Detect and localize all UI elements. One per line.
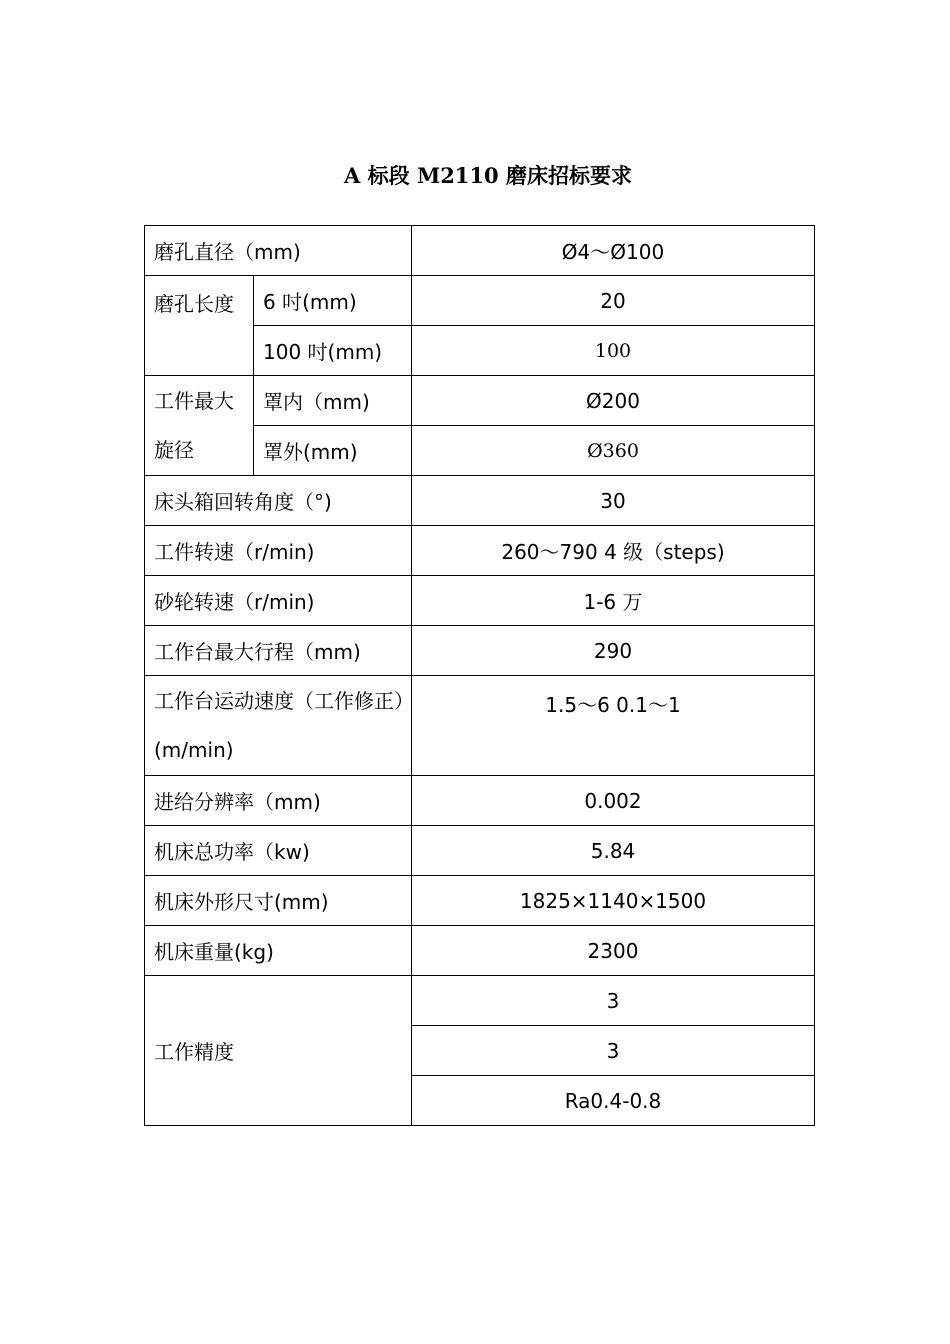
table-row <box>145 526 815 576</box>
row-value: 30 <box>412 476 815 526</box>
row-value: 1.5～6 0.1～1 <box>412 676 815 776</box>
table-row <box>145 576 815 626</box>
row-label: 砂轮转速（r/min) <box>145 576 412 626</box>
row-label: 进给分辨率（mm) <box>145 776 412 826</box>
table-row <box>145 226 815 276</box>
table-row <box>145 826 815 876</box>
table-row <box>145 876 815 926</box>
row-label: 工作台运动速度（工作修正）(m/min) <box>145 676 412 776</box>
row-label: 工作台最大行程（mm) <box>145 626 412 676</box>
table-row <box>145 476 815 526</box>
row-sublabel: 100 吋(mm) <box>254 326 412 376</box>
row-label: 机床总功率（kw) <box>145 826 412 876</box>
row-value: Ø360 <box>412 426 815 476</box>
row-label: 机床外形尺寸(mm) <box>145 876 412 926</box>
row-sublabel: 罩内（mm) <box>254 376 412 426</box>
row-label: 工件最大旋径 <box>145 376 254 476</box>
row-value: 2300 <box>412 926 815 976</box>
table-row <box>145 276 815 326</box>
row-label: 工件转速（r/min) <box>145 526 412 576</box>
table-row <box>145 776 815 826</box>
table-row <box>145 976 815 1026</box>
row-value: 260～790 4 级（steps) <box>412 526 815 576</box>
table-row <box>145 676 815 776</box>
row-value: Ø4～Ø100 <box>412 226 815 276</box>
spec-table <box>144 225 815 1126</box>
row-value: 290 <box>412 626 815 676</box>
row-value: 5.84 <box>412 826 815 876</box>
row-value: 100 <box>412 326 815 376</box>
row-value: 3 <box>412 1026 815 1076</box>
row-value: 1-6 万 <box>412 576 815 626</box>
page-title: A 标段 M2110 磨床招标要求 <box>344 163 632 188</box>
table-row <box>145 626 815 676</box>
row-label: 磨孔长度 <box>145 276 254 376</box>
row-value: 1825×1140×1500 <box>412 876 815 926</box>
row-label: 工作精度 <box>145 976 412 1126</box>
table-row <box>145 926 815 976</box>
row-value: Ra0.4-0.8 <box>412 1076 815 1126</box>
row-value: 20 <box>412 276 815 326</box>
row-sublabel: 6 吋(mm) <box>254 276 412 326</box>
row-sublabel: 罩外(mm) <box>254 426 412 476</box>
row-value: Ø200 <box>412 376 815 426</box>
row-label: 床头箱回转角度（°) <box>145 476 412 526</box>
table-row <box>145 376 815 426</box>
row-value: 0.002 <box>412 776 815 826</box>
row-value: 3 <box>412 976 815 1026</box>
row-label: 机床重量(kg) <box>145 926 412 976</box>
row-label: 磨孔直径（mm) <box>145 226 412 276</box>
